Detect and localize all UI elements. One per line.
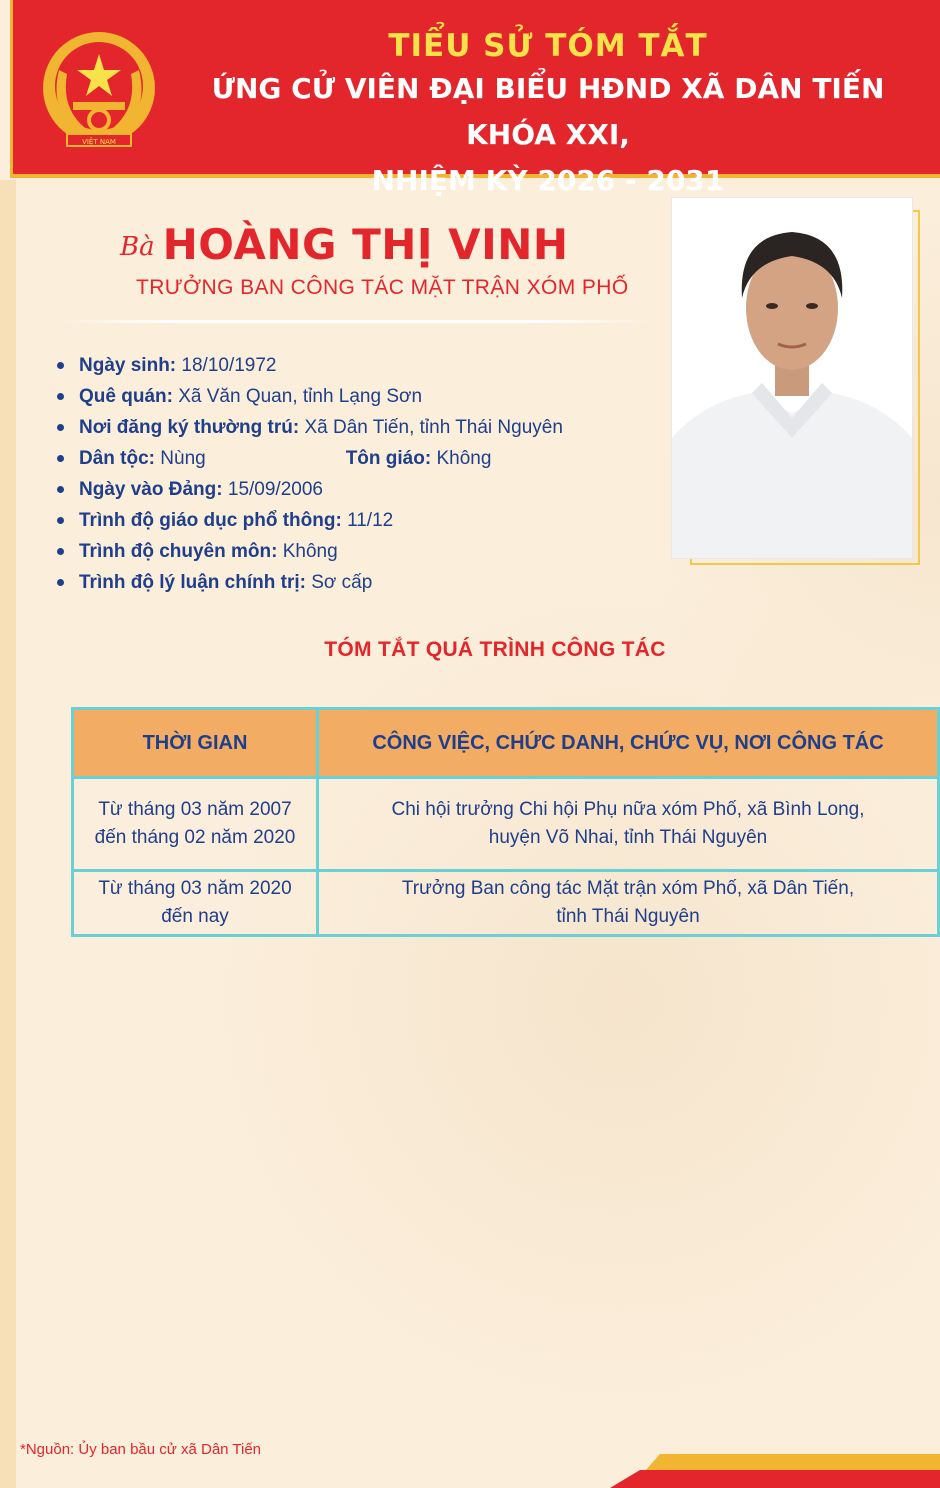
info-residence	[54, 412, 563, 443]
source-note: *Nguồn: Ủy ban bầu cử xã Dân Tiến	[20, 1441, 262, 1458]
info-value: Không	[436, 448, 492, 469]
info-ethnicity-religion	[54, 443, 563, 474]
info-label: Trình độ giáo dục phổ thông:	[79, 510, 342, 531]
info-political	[54, 567, 563, 598]
header-subtitle-line1: ỨNG CỬ VIÊN ĐẠI BIỂU HĐND XÃ DÂN TIẾN KHÓA XXI,	[211, 72, 885, 151]
info-value: Nùng	[160, 448, 206, 469]
info-education	[54, 505, 563, 536]
candidate-position: TRƯỞNG BAN CÔNG TÁC MẶT TRẬN XÓM PHỐ	[136, 276, 629, 299]
emblem-text: VIỆT NAM	[82, 138, 116, 146]
info-label: Tôn giáo:	[345, 448, 432, 469]
header-banner	[10, 0, 940, 197]
info-value: 15/09/2006	[227, 479, 323, 500]
table-cell-time	[73, 871, 318, 936]
cell-line: đến nay	[161, 906, 229, 927]
info-value: 11/12	[347, 510, 394, 531]
header-title: TIỂU SỬ TÓM TẮT	[388, 28, 708, 64]
table-header-time: THỜI GIAN	[73, 709, 318, 778]
cell-line: Từ tháng 03 năm 2007	[98, 799, 292, 820]
info-hometown	[54, 381, 563, 412]
candidate-photo-block	[672, 198, 922, 568]
info-value: Xã Văn Quan, tỉnh Lạng Sơn	[178, 386, 423, 407]
work-section-title: TÓM TẮT QUÁ TRÌNH CÔNG TÁC	[324, 638, 666, 661]
info-label: Nơi đăng ký thường trú:	[79, 417, 300, 438]
info-label: Trình độ chuyên môn:	[79, 541, 278, 562]
left-stripe	[0, 180, 16, 1488]
info-professional	[54, 536, 563, 567]
table-header-row	[73, 709, 939, 778]
info-value: Xã Dân Tiến, tỉnh Thái Nguyên	[304, 417, 563, 438]
table-cell-time	[73, 778, 318, 871]
portrait-illustration	[672, 198, 912, 558]
table-cell-job	[318, 871, 939, 936]
personal-info-list	[54, 350, 563, 598]
table-header-job: CÔNG VIỆC, CHỨC DANH, CHỨC VỤ, NƠI CÔNG TÁC	[318, 709, 939, 778]
candidate-name-block	[120, 220, 569, 269]
candidate-photo	[672, 198, 912, 558]
cell-line: tỉnh Thái Nguyên	[556, 906, 700, 927]
table-row	[73, 778, 939, 871]
cell-line: Chi hội trưởng Chi hội Phụ nữa xóm Phố, xã Bình Long,	[391, 799, 865, 820]
work-history-table	[71, 707, 940, 937]
candidate-name: HOÀNG THỊ VINH	[162, 220, 569, 269]
corner-decoration	[600, 1440, 940, 1488]
info-label: Dân tộc:	[79, 448, 155, 469]
info-value: Sơ cấp	[311, 572, 373, 593]
info-label: Ngày vào Đảng:	[79, 479, 223, 500]
table-cell-job	[318, 778, 939, 871]
info-label: Quê quán:	[79, 386, 173, 407]
cell-line: đến tháng 02 năm 2020	[94, 827, 296, 848]
table-row	[73, 871, 939, 936]
header-text	[173, 26, 923, 204]
info-birth	[54, 350, 563, 381]
header-subtitle-line2: NHIỆM KỲ 2026 - 2031	[371, 164, 725, 197]
divider	[58, 320, 652, 323]
info-value: 18/10/1972	[181, 355, 277, 376]
info-party	[54, 474, 563, 505]
cell-line: Từ tháng 03 năm 2020	[98, 878, 292, 899]
cell-line: huyện Võ Nhai, tỉnh Thái Nguyên	[488, 827, 768, 848]
info-label: Ngày sinh:	[79, 355, 177, 376]
info-value: Không	[282, 541, 338, 562]
cell-line: Trưởng Ban công tác Mặt trận xóm Phố, xã Dân Tiến,	[401, 878, 855, 899]
national-emblem-icon	[39, 30, 159, 152]
honorific: Bà	[120, 232, 155, 262]
info-label: Trình độ lý luận chính trị:	[79, 572, 306, 593]
